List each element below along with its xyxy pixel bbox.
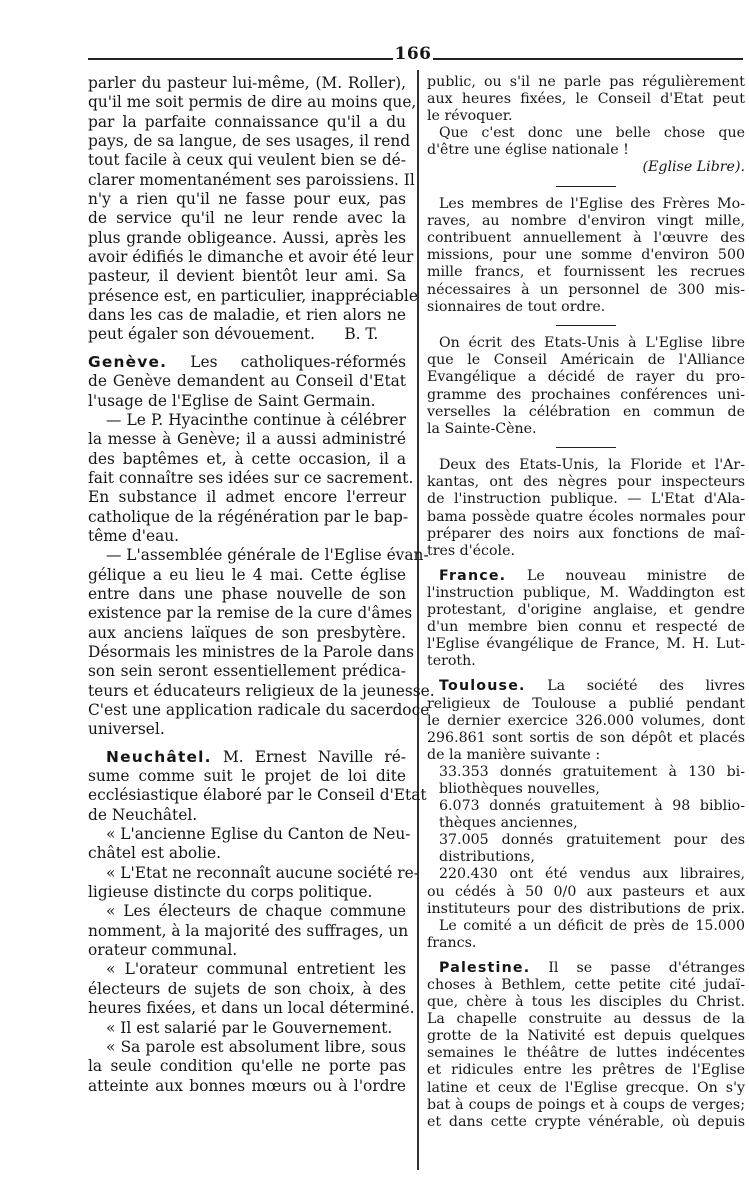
line-text: verselles la célébration en commun de: [427, 403, 745, 420]
line-text: religieux de Toulouse a publié pendant: [427, 695, 745, 712]
line-text: des baptêmes et, à cette occasion, il a: [88, 449, 406, 468]
line-text: tout facile à ceux qui veulent bien se dé-: [88, 151, 406, 170]
line-text: La chapelle construite au dessus de la: [427, 1011, 745, 1028]
text-line: [88, 624, 406, 643]
text-line: [88, 999, 415, 1018]
line-text: l'Eglise évangélique de France, M. H. Lut-: [427, 636, 745, 653]
line-text: La société des livres: [525, 678, 745, 695]
text-line: [427, 918, 745, 935]
text-line: [427, 1080, 745, 1097]
line-text: nécessaires à un personnel de 300 mis-: [427, 281, 745, 298]
text-line: [88, 1057, 406, 1076]
text-line: [88, 113, 406, 132]
section-heading: Genève.: [88, 352, 168, 371]
line-text: l'usage de l'Eglise de Saint Germain.: [88, 391, 376, 410]
text-line: [88, 306, 406, 325]
text-line: [88, 701, 430, 720]
line-text: d'être une église nationale !: [427, 142, 629, 159]
line-text: bama possède quatre écoles normales pour: [427, 508, 745, 525]
line-text: de Neuchâtel.: [88, 805, 198, 824]
text-line: [88, 267, 406, 286]
column-divider: [417, 70, 419, 1170]
line-text: clarer momentanément ses paroissiens. Il: [88, 170, 415, 189]
line-text: la Sainte-Cène.: [427, 420, 537, 437]
header-rule-right: [433, 58, 743, 60]
text-line: [427, 1011, 745, 1028]
line-text: gélique a eu lieu le 4 mai. Cette église: [88, 565, 406, 584]
line-text: qu'il me soit permis de dire au moins que,: [88, 93, 417, 112]
text-line: [427, 678, 745, 695]
line-text: aux anciens laïques de son presbytère.: [88, 623, 406, 642]
line-text: « L'orateur communal entretient les: [106, 960, 406, 979]
section-separator: [556, 186, 616, 188]
line-text: Deux des Etats-Unis, la Floride et l'Ar-: [439, 457, 745, 474]
line-text: et dans cette crypte vénérable, où depuis: [427, 1113, 745, 1130]
text-line: [427, 91, 745, 108]
line-text: châtel est abolie.: [88, 844, 222, 863]
text-line: [427, 1062, 745, 1079]
line-text: orateur communal.: [88, 941, 238, 960]
paragraph-gap: [427, 670, 745, 678]
text-line: [427, 653, 745, 670]
text-line: [427, 74, 745, 91]
paragraph-gap: [427, 952, 745, 960]
line-text: 33.353 donnés gratuitement à 130 bi-: [439, 763, 745, 780]
line-text: le dernier exercice 326.000 volumes, dont: [427, 712, 745, 729]
line-text: tres d'école.: [427, 542, 515, 559]
line-text: public, ou s'il ne parle pas régulièrement: [427, 74, 745, 90]
line-text: de la manière suivante :: [427, 746, 601, 763]
text-line: [427, 142, 745, 159]
line-text: Les membres de l'Eglise des Frères Mo-: [439, 196, 745, 213]
paragraph-gap: [88, 345, 406, 353]
line-text: heures fixées, et dans un local déterminé.: [88, 999, 415, 1018]
line-text: choses à Bethlem, cette petite cité judaï-: [427, 977, 745, 993]
line-text: plus grande obligeance. Aussi, après les: [88, 228, 406, 247]
line-text: électeurs de sujets de son choix, à des: [88, 979, 406, 998]
line-text: teroth.: [427, 653, 476, 670]
line-text: M. Ernest Naville ré-: [211, 747, 406, 766]
text-line: [427, 977, 745, 994]
line-text: contribuent annuellement à l'œuvre des: [427, 230, 745, 247]
text-line: [427, 213, 745, 230]
line-text: la messe à Genève; il a aussi administré: [88, 430, 406, 449]
text-line: [88, 546, 429, 565]
text-line: [427, 369, 745, 386]
text-line: [88, 209, 406, 228]
text-line: [427, 866, 745, 883]
text-line: [427, 282, 745, 299]
text-line: [88, 392, 406, 411]
text-line: [427, 1097, 745, 1114]
text-line: [427, 196, 745, 213]
text-line: [88, 372, 406, 391]
line-text: (Eglise Libre).: [642, 159, 745, 176]
line-text: préparer des noirs aux fonctions de maî-: [427, 525, 745, 542]
text-line: [88, 585, 406, 604]
line-text: avoir édifiés le dimanche et avoir été leur: [88, 248, 414, 267]
section-separator: [556, 447, 616, 449]
line-text: Il se passe d'étranges: [530, 959, 745, 976]
line-text: d'un membre bien connu et respecté de: [427, 619, 745, 636]
line-text: latine et ceux de l'Eglise grecque. On s'y: [427, 1079, 745, 1096]
text-line: [88, 468, 414, 488]
text-line: [88, 430, 406, 449]
text-line: [88, 662, 406, 681]
line-text: sionnaires de tout ordre.: [427, 298, 606, 315]
line-text: bat à coups de poings et à coups de verges;: [427, 1096, 745, 1113]
text-line: [427, 713, 745, 730]
text-line: [427, 585, 745, 602]
left-column: [88, 74, 435, 1096]
line-text: « Il est salarié par le Gouvernement.: [106, 1018, 393, 1037]
text-line: [88, 325, 406, 344]
paragraph-gap: [88, 740, 406, 748]
section-heading: Toulouse.: [439, 678, 526, 695]
text-line: [88, 980, 406, 999]
text-line: [427, 1028, 745, 1045]
line-text: existence par la remise de la cure d'âmes: [88, 604, 413, 623]
text-line: [88, 527, 406, 546]
line-text: 296.861 sont sortis de son dépôt et placés: [427, 729, 745, 746]
text-line: [427, 352, 745, 369]
text-line: [427, 730, 745, 747]
text-line: [88, 825, 411, 844]
text-line: [427, 526, 745, 543]
line-text: tême d'eau.: [88, 526, 180, 545]
text-line: [427, 387, 745, 404]
line-text: bliothèques nouvelles,: [439, 780, 600, 797]
line-text: 220.430 ont été vendus aux libraires,: [439, 866, 745, 883]
text-line: [427, 457, 745, 474]
line-text: nomment, à la majorité des suffrages, un: [88, 921, 409, 940]
text-line: [88, 248, 414, 267]
line-text: de Genève demandent au Conseil d'Etat: [88, 372, 406, 391]
text-line: [427, 960, 745, 977]
text-line: [427, 798, 745, 815]
line-text: instituteurs pour des distributions de prix.: [427, 900, 745, 917]
line-text: « Les électeurs de chaque commune: [106, 902, 406, 921]
text-line: [88, 806, 406, 825]
section-heading: France.: [439, 567, 507, 584]
text-line: [427, 404, 745, 421]
line-text: grotte de la Nativité est depuis quelques: [427, 1028, 745, 1045]
section-heading: Neuchâtel.: [106, 747, 212, 766]
text-line: [427, 764, 745, 781]
line-text: fait connaître ses idées sur ce sacrement.: [88, 468, 414, 487]
line-text: — L'assemblée générale de l'Eglise évan-: [106, 546, 429, 565]
text-line: [427, 247, 745, 264]
text-line: [88, 720, 406, 739]
text-line: [88, 170, 415, 190]
line-text: universel.: [88, 720, 165, 739]
line-text: par la parfaite connaissance qu'il a du: [88, 112, 406, 131]
text-line: [427, 747, 745, 764]
text-line: [88, 786, 427, 805]
line-text: « L'Etat ne reconnaît aucune société re-: [106, 863, 419, 882]
text-line: [88, 93, 417, 112]
text-line: [427, 849, 745, 866]
text-line: [427, 568, 745, 585]
text-line: [88, 286, 418, 306]
line-text: de l'instruction publique. — L'Etat d'Ala-: [427, 491, 745, 508]
line-text: pays, de sa langue, de ses usages, il rend: [88, 132, 411, 151]
section-heading: Palestine.: [439, 959, 531, 976]
header-rule-left: [88, 58, 393, 60]
line-text: pasteur, il devient bientôt leur ami. Sa: [88, 267, 406, 286]
line-text: francs.: [427, 934, 477, 951]
line-text: présence est, en particulier, inappréciable: [88, 286, 418, 305]
text-line: [427, 696, 745, 713]
text-line: [427, 935, 745, 952]
text-line: [88, 229, 406, 248]
line-text: C'est une application radicale du sacerdoce: [88, 701, 430, 719]
text-line: [88, 960, 406, 979]
line-text: Désormais les ministres de la Parole dans: [88, 642, 415, 661]
text-line: [88, 604, 413, 623]
line-text: missions, pour une somme d'environ 500: [427, 247, 745, 264]
line-text: que le Conseil Américain de l'Alliance: [427, 352, 745, 369]
line-text: son sein seront essentiellement prédica-: [88, 662, 406, 681]
line-text: le révoquer.: [427, 108, 513, 125]
text-line: [427, 815, 745, 832]
text-line: [88, 411, 406, 430]
text-line: [88, 1077, 406, 1096]
line-text: « Sa parole est absolument libre, sous: [106, 1037, 406, 1056]
page-number: 166: [394, 44, 432, 64]
line-text: sume comme suit le projet de loi dite: [88, 767, 406, 786]
line-text: entre dans une phase nouvelle de son: [88, 584, 406, 603]
line-text: mille francs, et fournissent les recrues: [427, 264, 745, 281]
text-line: [88, 488, 406, 507]
text-line: [427, 264, 745, 281]
text-line: [427, 159, 745, 176]
text-line: [88, 450, 406, 469]
line-text: parler du pasteur lui-même, (M. Roller),: [88, 74, 406, 92]
line-text: ecclésiastique élaboré par le Conseil d'Etat: [88, 786, 427, 805]
line-text: gramme des prochaines conférences uni-: [427, 386, 745, 403]
text-line: [427, 125, 745, 142]
line-text: protestant, d'origine anglaise, et gendre: [427, 602, 745, 619]
text-line: [88, 190, 406, 209]
line-text: — Le P. Hyacinthe continue à célébrer: [106, 410, 406, 429]
text-line: [427, 491, 745, 508]
text-line: [88, 132, 411, 151]
text-line: [88, 767, 406, 786]
line-text: 6.073 donnés gratuitement à 98 biblio-: [439, 798, 745, 815]
line-text: teurs et éducateurs religieux de la jeunesse.: [88, 681, 435, 700]
paragraph-gap: [427, 560, 745, 568]
line-text: 37.005 donnés gratuitement pour des: [439, 832, 745, 849]
text-line: [427, 509, 745, 526]
text-line: [88, 844, 406, 863]
line-text: ligieuse distincte du corps politique.: [88, 883, 373, 902]
text-line: [427, 619, 745, 636]
text-line: [427, 636, 745, 653]
line-text: de service qu'il ne leur rende avec la: [88, 209, 406, 228]
line-text: que, chère à tous les disciples du Christ.: [427, 994, 745, 1011]
text-line: [427, 901, 745, 918]
line-text: On écrit des Etats-Unis à L'Eglise libre: [439, 335, 745, 352]
line-text: « L'ancienne Eglise du Canton de Neu-: [106, 825, 411, 844]
right-column: [427, 74, 745, 1131]
text-line: [427, 781, 745, 798]
line-text: dans les cas de maladie, et rien alors ne: [88, 306, 406, 325]
text-line: [427, 543, 745, 560]
line-text: l'instruction publique, M. Waddington est: [427, 584, 745, 601]
text-line: [427, 832, 745, 849]
text-line: [427, 108, 745, 125]
text-line: [88, 74, 406, 93]
line-text: la seule condition qu'elle ne porte pas: [88, 1057, 406, 1076]
text-line: [88, 353, 406, 372]
line-text: ou cédés à 50 0/0 aux pasteurs et aux: [427, 883, 745, 900]
page-header: [88, 44, 743, 68]
text-line: [88, 507, 409, 527]
text-line: [88, 883, 406, 902]
line-text: n'y a rien qu'il ne fasse pour eux, pas: [88, 190, 406, 209]
line-text: atteinte aux bonnes mœurs ou à l'ordre: [88, 1076, 406, 1095]
line-text: catholique de la régénération par le bap-: [88, 507, 409, 526]
text-line: [88, 151, 406, 170]
line-text: kantas, ont des nègres pour inspecteurs: [427, 474, 745, 491]
line-text: raves, au nombre d'environ vingt mille,: [427, 213, 745, 230]
line-text: En substance il admet encore l'erreur: [88, 488, 406, 507]
text-line: [88, 921, 409, 941]
line-text: thèques anciennes,: [439, 815, 578, 832]
line-text: et ridicules entre les prêtres de l'Eglise: [427, 1062, 745, 1079]
text-line: [88, 1019, 406, 1038]
line-text: semaines le théâtre de luttes indécentes: [427, 1045, 745, 1062]
line-text: Le nouveau ministre de: [506, 567, 745, 584]
text-line: [427, 1114, 745, 1131]
text-line: [427, 602, 745, 619]
line-text: Le comité a un déficit de près de 15.000: [439, 917, 745, 934]
line-text: Evangélique a décidé de rayer du pro-: [427, 369, 745, 386]
text-line: [88, 642, 415, 662]
line-text: peut égaler son dévouement. B. T.: [88, 325, 379, 344]
text-line: [427, 299, 745, 316]
section-separator: [556, 325, 616, 327]
text-line: [427, 884, 745, 901]
line-text: distributions,: [439, 849, 535, 866]
text-line: [88, 902, 406, 921]
text-line: [427, 230, 745, 247]
text-line: [427, 335, 745, 352]
text-line: [427, 994, 745, 1011]
text-line: [88, 941, 406, 960]
text-line: [88, 863, 419, 883]
line-text: Les catholiques-réformés: [167, 352, 406, 371]
text-line: [427, 474, 745, 491]
line-text: aux heures fixées, le Conseil d'Etat peut: [427, 91, 745, 108]
text-line: [88, 566, 406, 585]
line-text: Que c'est donc une belle chose que: [439, 125, 745, 142]
text-line: [427, 421, 745, 438]
text-line: [88, 681, 435, 701]
text-line: [427, 1045, 745, 1062]
text-line: [88, 748, 406, 767]
text-line: [88, 1038, 406, 1057]
